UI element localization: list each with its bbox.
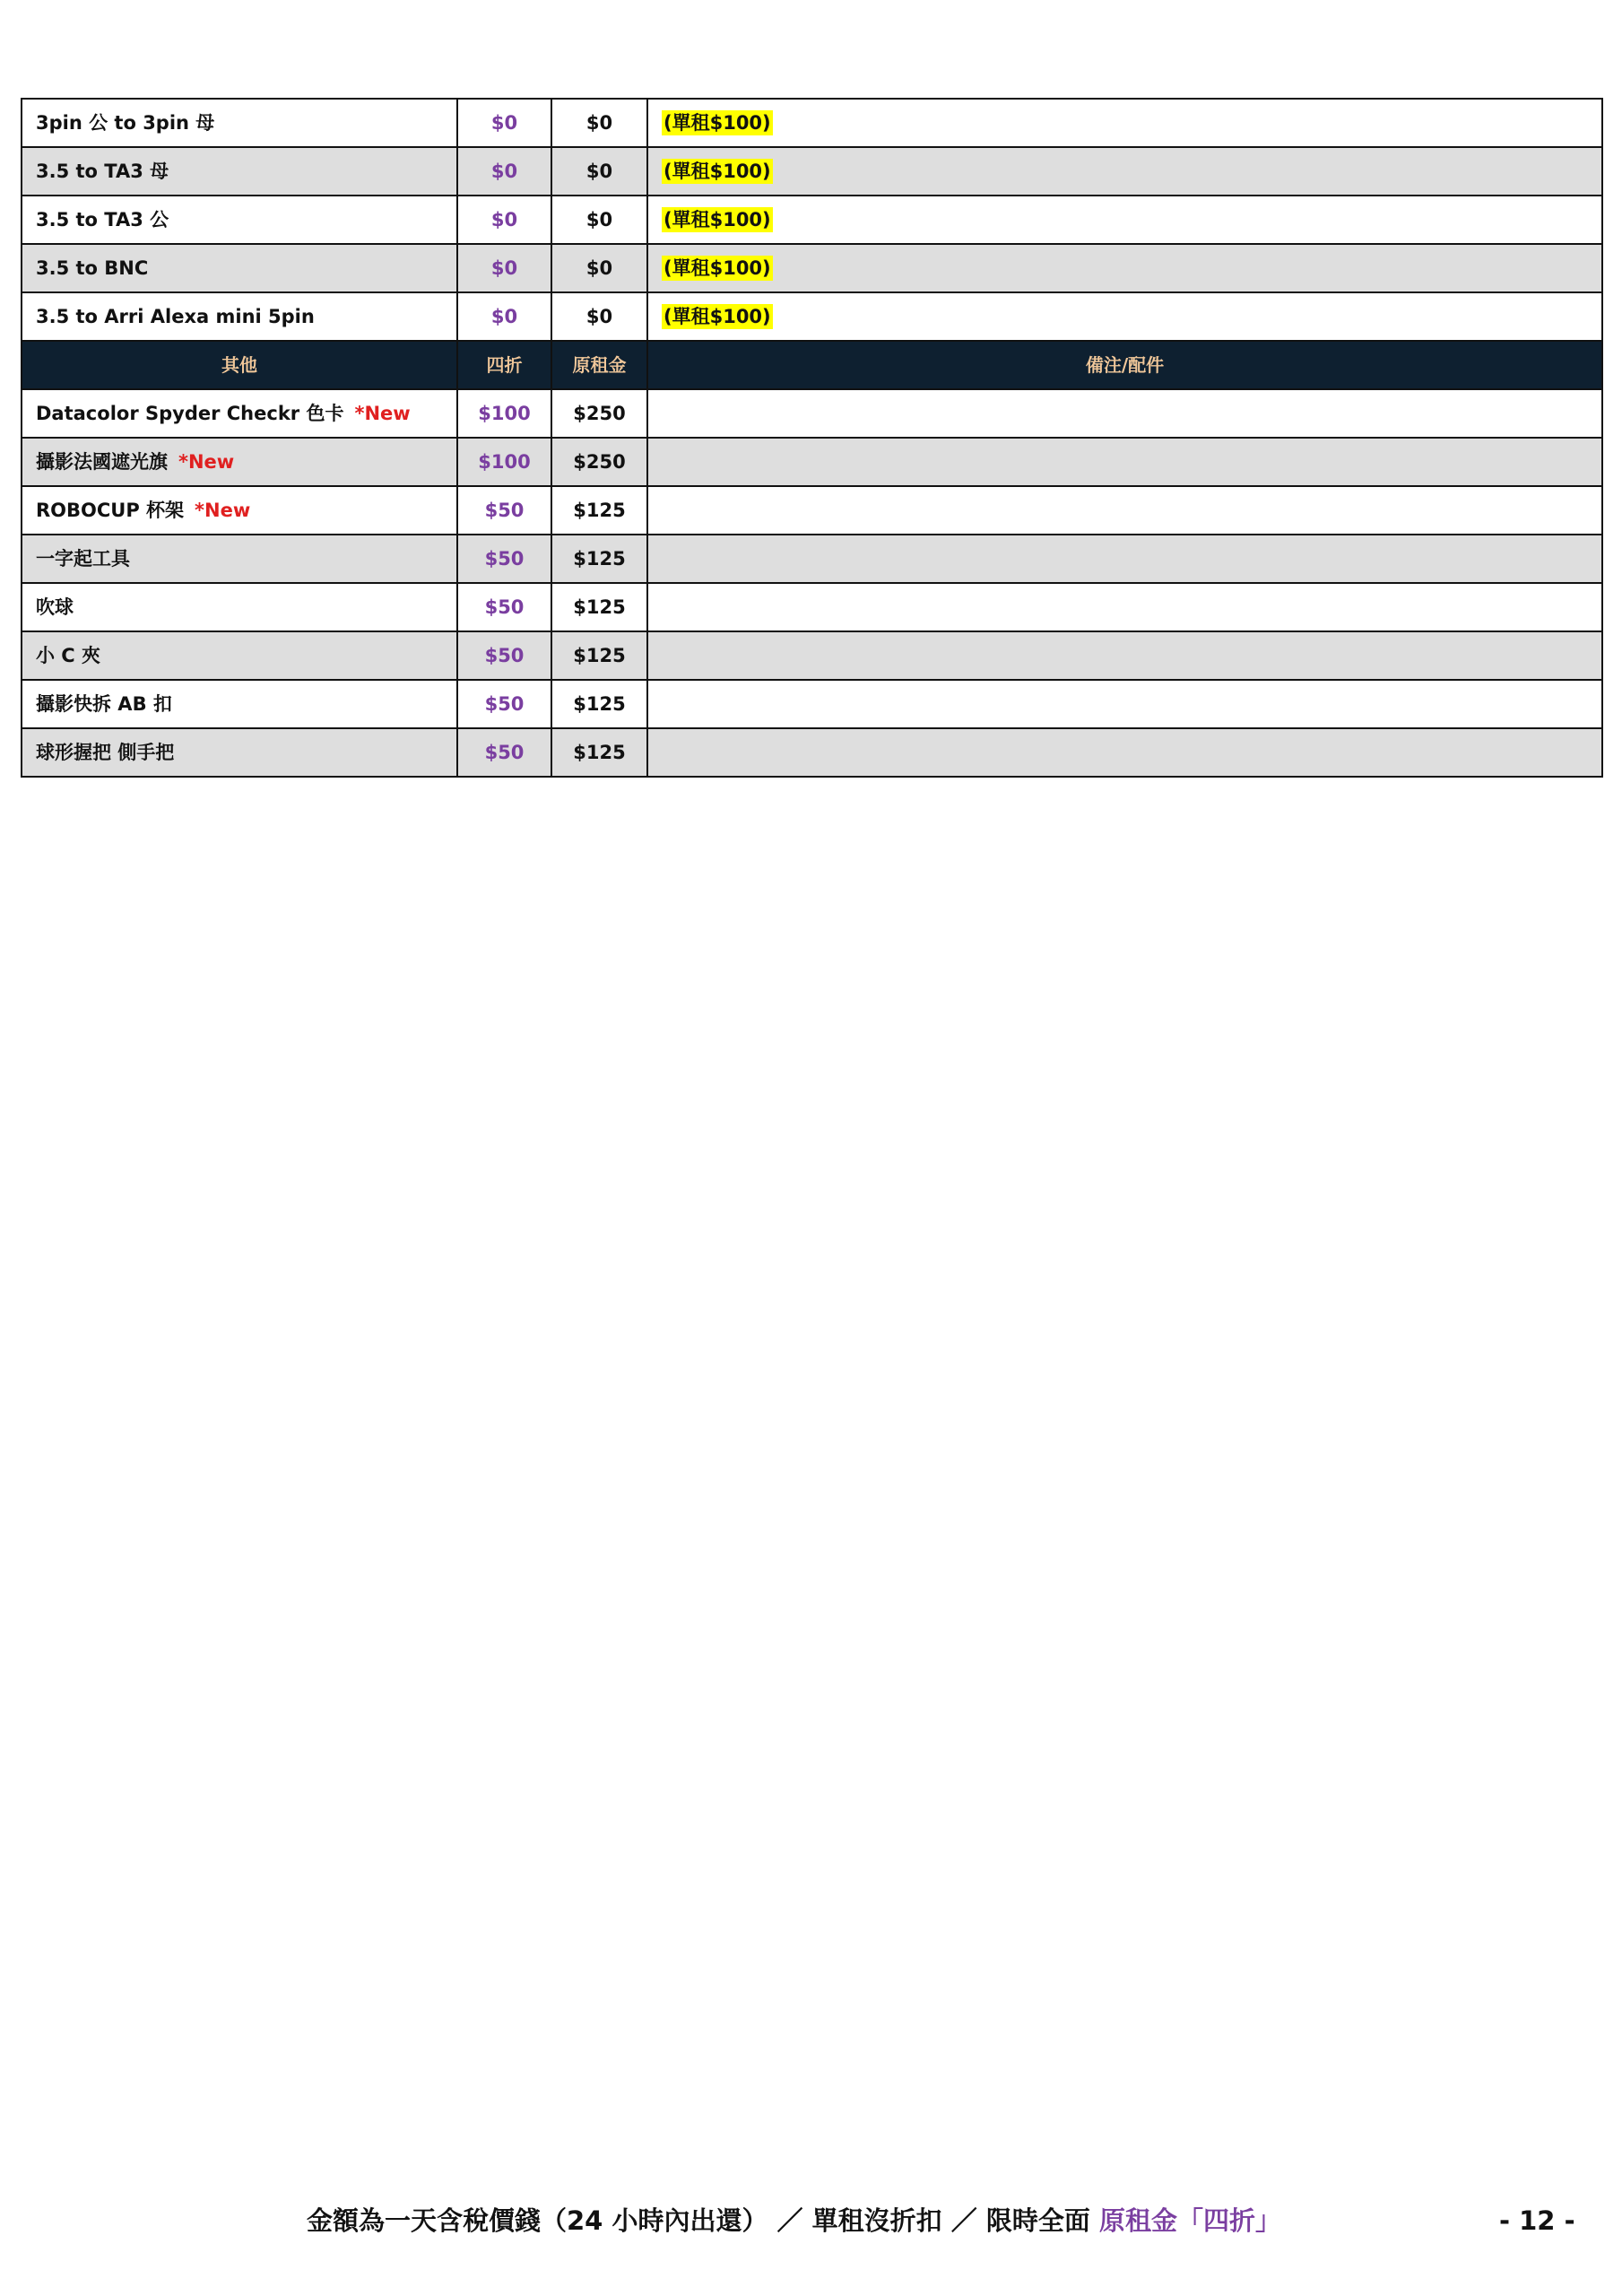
discount-price: $50 — [457, 535, 551, 583]
note-cell — [647, 535, 1602, 583]
item-name-cell — [22, 438, 457, 486]
note-cell — [647, 292, 1602, 341]
note-cell — [647, 438, 1602, 486]
page-number: - 12 - — [1499, 2205, 1575, 2236]
single-rent-note: (單租$100) — [664, 112, 771, 134]
discount-price: $50 — [457, 583, 551, 631]
original-price: $125 — [551, 680, 647, 728]
item-name: ROBOCUP 杯架 — [36, 500, 185, 521]
discount-price: $0 — [457, 244, 551, 292]
table-row — [22, 680, 1602, 728]
single-rent-note: (單租$100) — [664, 209, 771, 230]
footer-accent-text: 原租金「四折」 — [1098, 2205, 1281, 2236]
table-row — [22, 438, 1602, 486]
original-price: $125 — [551, 631, 647, 680]
original-price: $125 — [551, 535, 647, 583]
note-cell — [647, 389, 1602, 438]
item-name-cell — [22, 728, 457, 777]
table-row — [22, 196, 1602, 244]
discount-price: $0 — [457, 99, 551, 147]
table-row — [22, 389, 1602, 438]
page-footer — [0, 2203, 1622, 2239]
original-price: $125 — [551, 583, 647, 631]
note-cell — [647, 147, 1602, 196]
table-row — [22, 631, 1602, 680]
discount-price: $50 — [457, 680, 551, 728]
discount-price: $50 — [457, 728, 551, 777]
table-row — [22, 583, 1602, 631]
section-header-row — [22, 341, 1602, 389]
original-price: $0 — [551, 99, 647, 147]
note-cell — [647, 196, 1602, 244]
single-rent-note: (單租$100) — [664, 306, 771, 327]
rental-price-table — [21, 98, 1603, 778]
item-name: 3pin 公 to 3pin 母 — [22, 99, 457, 147]
discount-price: $100 — [457, 438, 551, 486]
new-tag: *New — [178, 451, 235, 473]
original-price: $0 — [551, 196, 647, 244]
table-row — [22, 728, 1602, 777]
item-name-cell — [22, 486, 457, 535]
cable-rows — [22, 99, 1602, 777]
table-row — [22, 292, 1602, 341]
item-name: Datacolor Spyder Checkr 色卡 — [36, 403, 344, 424]
original-price: $0 — [551, 147, 647, 196]
footer-note — [307, 2203, 1281, 2239]
header-discount: 四折 — [457, 341, 551, 389]
new-tag: *New — [354, 403, 411, 424]
item-name: 攝影法國遮光旗 — [36, 451, 168, 473]
table-row — [22, 99, 1602, 147]
header-category: 其他 — [22, 341, 457, 389]
discount-price: $50 — [457, 631, 551, 680]
discount-price: $0 — [457, 147, 551, 196]
item-name: 3.5 to BNC — [22, 244, 457, 292]
single-rent-note: (單租$100) — [664, 161, 771, 182]
note-cell — [647, 680, 1602, 728]
new-tag: *New — [195, 500, 251, 521]
item-name: 一字起工具 — [36, 548, 130, 570]
single-rent-note: (單租$100) — [664, 257, 771, 279]
original-price: $0 — [551, 244, 647, 292]
item-name: 3.5 to TA3 公 — [22, 196, 457, 244]
item-name-cell — [22, 583, 457, 631]
discount-price: $50 — [457, 486, 551, 535]
discount-price: $100 — [457, 389, 551, 438]
item-name: 攝影快拆 AB 扣 — [36, 693, 172, 715]
note-cell — [647, 728, 1602, 777]
header-note: 備注/配件 — [647, 341, 1602, 389]
item-name-cell — [22, 631, 457, 680]
table-row — [22, 486, 1602, 535]
original-price: $125 — [551, 486, 647, 535]
footer-main-text: 金額為一天含稅價錢（24 小時內出還） ／ 單租沒折扣 ／ 限時全面 — [307, 2205, 1090, 2236]
item-name: 小 C 夾 — [36, 645, 101, 666]
table-row — [22, 535, 1602, 583]
table-row — [22, 244, 1602, 292]
item-name: 3.5 to Arri Alexa mini 5pin — [22, 292, 457, 341]
item-name-cell — [22, 389, 457, 438]
discount-price: $0 — [457, 292, 551, 341]
header-original: 原租金 — [551, 341, 647, 389]
original-price: $125 — [551, 728, 647, 777]
discount-price: $0 — [457, 196, 551, 244]
table-row — [22, 147, 1602, 196]
note-cell — [647, 486, 1602, 535]
item-name: 球形握把 側手把 — [36, 742, 175, 763]
item-name-cell — [22, 680, 457, 728]
note-cell — [647, 631, 1602, 680]
original-price: $0 — [551, 292, 647, 341]
note-cell — [647, 244, 1602, 292]
item-name: 3.5 to TA3 母 — [22, 147, 457, 196]
original-price: $250 — [551, 389, 647, 438]
item-name: 吹球 — [36, 596, 74, 618]
original-price: $250 — [551, 438, 647, 486]
item-name-cell — [22, 535, 457, 583]
note-cell — [647, 99, 1602, 147]
note-cell — [647, 583, 1602, 631]
